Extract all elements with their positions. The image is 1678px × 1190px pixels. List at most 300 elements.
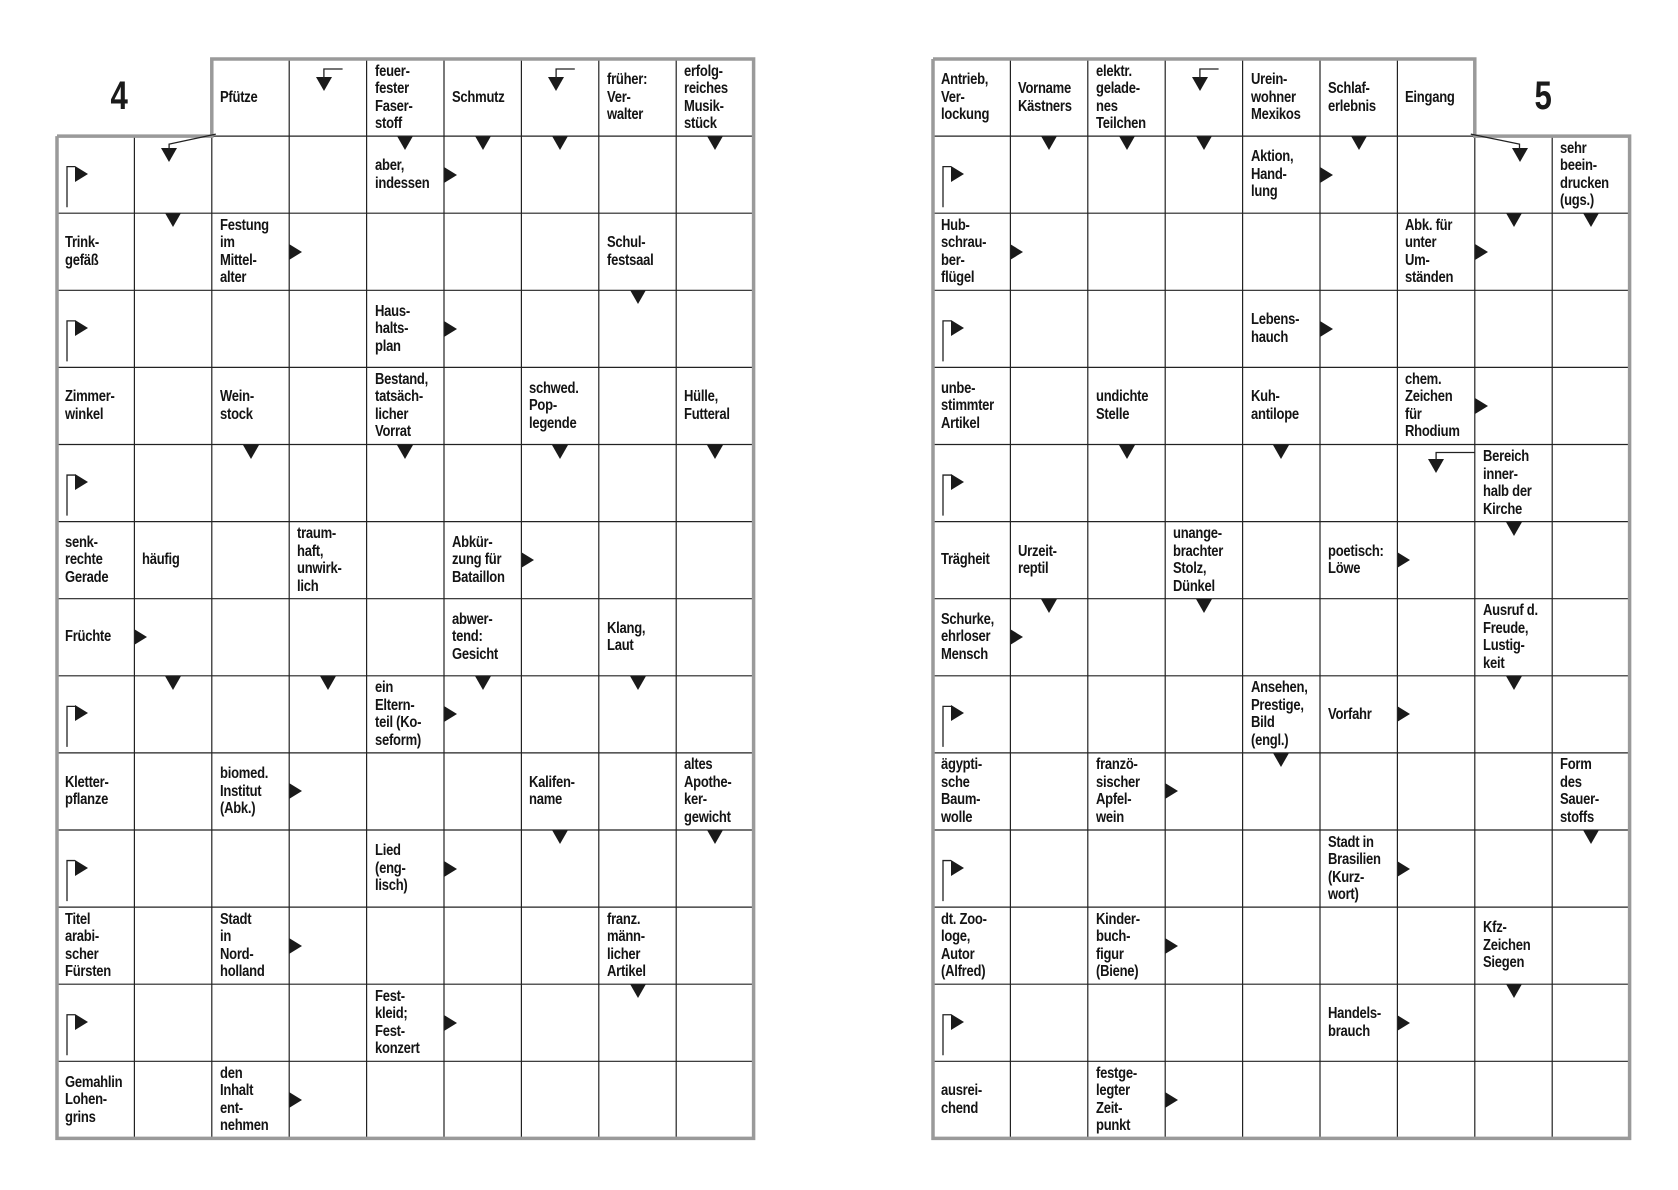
answer-cell[interactable] [676,1061,753,1138]
answer-cell[interactable] [1397,1061,1474,1138]
clue-text: Zimmer- winkel [65,388,115,423]
answer-cell[interactable] [676,907,753,984]
clue-cell [1552,753,1629,830]
answer-cell[interactable] [1165,367,1242,444]
clue-text: ein Eltern- teil (Ko- seform) [374,679,421,749]
answer-cell[interactable] [676,213,753,290]
arrow-right-icon [289,783,302,799]
answer-cell[interactable] [134,445,211,522]
arrow-down-icon [630,984,646,998]
clue-text: Kinder- buch- figur (Biene) [1095,910,1140,981]
answer-cell[interactable] [1397,445,1474,522]
arrow-right-icon [75,166,88,182]
answer-cell[interactable] [1088,290,1165,367]
arrow-right-icon [1397,861,1410,877]
clue-cell [57,213,134,290]
arrow-right-icon [1165,938,1178,954]
answer-cell[interactable] [289,830,366,907]
answer-cell[interactable] [367,599,444,676]
arrow-down-icon [1041,599,1057,613]
answer-cell[interactable] [1552,1061,1629,1138]
arrow-down-icon [1119,136,1135,150]
clue-cell [1475,445,1552,522]
arrow-down-icon [1506,213,1522,227]
answer-cell[interactable] [212,984,289,1061]
clue-cell [599,599,676,676]
answer-cell[interactable] [1397,136,1474,213]
clue-text: Hülle, Futteral [684,388,730,423]
arrow-right-icon [444,706,457,722]
clue-cell [1088,1061,1165,1138]
clue-cell [933,1061,1010,1138]
answer-cell[interactable] [1320,213,1397,290]
answer-cell[interactable] [521,907,598,984]
clue-cell [1243,367,1320,444]
clue-cell [1397,213,1474,290]
answer-cell[interactable] [1088,676,1165,753]
answer-cell[interactable] [212,676,289,753]
clue-text: Lied (eng- lisch) [374,842,408,895]
answer-cell[interactable] [1320,907,1397,984]
clue-text: den Inhalt ent- nehmen [219,1064,269,1135]
clue-text: häufig [142,551,180,569]
clue-text: festge- legter Zeit- punkt [1095,1064,1137,1135]
arrow-right-icon [289,244,302,260]
arrow-right-icon [951,705,964,721]
answer-cell[interactable] [1243,522,1320,599]
answer-cell[interactable] [1165,213,1242,290]
answer-cell[interactable] [289,290,366,367]
clue-cell [1552,136,1629,213]
clue-cell [933,753,1010,830]
answer-cell[interactable] [676,984,753,1061]
clue-cell [1010,59,1087,136]
arrow-down-icon [707,136,723,150]
answer-cell[interactable] [676,676,753,753]
answer-cell[interactable] [1010,367,1087,444]
answer-cell[interactable] [134,830,211,907]
clue-text: Schmutz [452,88,505,106]
answer-cell[interactable] [212,136,289,213]
arrow-down-icon [1351,136,1367,150]
answer-cell[interactable] [1010,907,1087,984]
answer-cell[interactable] [134,984,211,1061]
answer-cell[interactable] [521,213,598,290]
clue-cell [367,367,444,444]
answer-cell[interactable] [1243,213,1320,290]
clue-text: Antrieb, Ver- lockung [941,71,990,124]
clue-text: Kalifen- name [529,773,576,809]
clue-cell [212,367,289,444]
answer-cell[interactable] [1552,984,1629,1061]
answer-cell[interactable] [933,676,1010,753]
answer-cell[interactable] [1010,830,1087,907]
clue-cell [1243,59,1320,136]
clue-text: Kuh- antilope [1250,388,1299,423]
clue-text: Kletter- pflanze [65,773,109,809]
arrow-down-icon [1512,148,1528,162]
arrow-right-icon [444,167,457,183]
clue-cell [1475,907,1552,984]
answer-cell[interactable] [367,213,444,290]
arrow-down-icon [1196,136,1212,150]
clue-cell [521,367,598,444]
arrow-right-icon [1320,167,1333,183]
arrow-right-icon [1165,783,1178,799]
answer-cell[interactable] [1010,753,1087,830]
clue-text: Haus- halts- plan [374,302,410,355]
answer-cell[interactable] [599,367,676,444]
arrow-right-icon [1165,1092,1178,1108]
clue-text: Handels- brauch [1328,1005,1381,1040]
answer-cell[interactable] [134,367,211,444]
answer-cell[interactable] [444,367,521,444]
clue-text: erfolg- reiches Musik- stück [684,62,729,133]
clue-text: Lebens- hauch [1250,311,1299,346]
answer-cell[interactable] [444,213,521,290]
answer-cell[interactable] [1243,984,1320,1061]
answer-cell[interactable] [933,136,1010,213]
answer-cell[interactable] [289,445,366,522]
answer-cell[interactable] [1552,290,1629,367]
answer-cell[interactable] [1397,907,1474,984]
arrow-down-icon [1506,522,1522,536]
answer-cell[interactable] [134,907,211,984]
clue-cell [1243,290,1320,367]
answer-cell[interactable] [521,984,598,1061]
answer-cell[interactable] [1243,907,1320,984]
arrow-right-icon [75,320,88,336]
clue-cell [1397,367,1474,444]
clue-cell [933,59,1010,136]
answer-cell[interactable] [1320,1061,1397,1138]
answer-cell[interactable] [1552,522,1629,599]
arrow-right-icon [75,474,88,490]
arrow-down-icon [1273,445,1289,459]
arrow-down-icon [1583,830,1599,844]
answer-cell[interactable] [599,753,676,830]
answer-cell[interactable] [1475,1061,1552,1138]
clue-text: ägypti- sche Baum- wolle [941,756,982,826]
answer-cell[interactable] [1088,213,1165,290]
clue-cell [599,213,676,290]
answer-cell[interactable] [676,290,753,367]
answer-cell[interactable] [1010,1061,1087,1138]
clue-cell [57,599,134,676]
clue-cell [1320,59,1397,136]
arrow-right-icon [951,860,964,876]
answer-cell[interactable] [521,599,598,676]
clue-text: Ausruf d. Freude, Lustig- keit [1482,602,1538,672]
arrow-down-icon [552,830,568,844]
answer-cell[interactable] [1165,290,1242,367]
clue-text: unbe- stimmter Artikel [941,379,994,432]
clue-cell [1165,522,1242,599]
answer-cell[interactable] [599,136,676,213]
answer-cell[interactable] [57,445,134,522]
answer-cell[interactable] [1010,445,1087,522]
answer-cell[interactable] [1320,445,1397,522]
answer-cell[interactable] [367,1061,444,1138]
arrow-right-icon [289,1092,302,1108]
clue-text: Schlaf- erlebnis [1328,80,1376,115]
clue-text: Wein- stock [219,388,254,423]
answer-cell[interactable] [1475,830,1552,907]
clue-cell [1243,676,1320,753]
arrow-right-icon [1010,244,1023,260]
clue-cell [212,907,289,984]
answer-cell[interactable] [289,599,366,676]
clue-text: Bestand, tatsäch- licher Vorrat [374,370,428,441]
arrow-down-icon [1506,984,1522,998]
answer-cell[interactable] [212,830,289,907]
answer-cell[interactable] [599,1061,676,1138]
clue-cell [1320,830,1397,907]
clue-text: Pfütze [219,88,258,106]
arrow-right-icon [1397,552,1410,568]
arrow-right-icon [444,1015,457,1031]
clue-cell [212,1061,289,1138]
answer-cell[interactable] [599,830,676,907]
crossword-page-5 [839,0,1678,1190]
answer-cell[interactable] [1165,445,1242,522]
clue-cell [1088,59,1165,136]
clue-cell [1088,367,1165,444]
answer-cell[interactable] [444,445,521,522]
answer-cell[interactable] [444,753,521,830]
answer-cell[interactable] [1010,290,1087,367]
arrow-down-icon [552,445,568,459]
answer-cell[interactable] [289,367,366,444]
clue-text: franz. männ- licher Artikel [606,910,646,981]
answer-cell[interactable] [1010,676,1087,753]
answer-cell[interactable] [1397,290,1474,367]
answer-cell[interactable] [1088,599,1165,676]
clue-cell [134,522,211,599]
answer-cell[interactable] [57,136,134,213]
clue-text: Kfz- Zeichen Siegen [1482,919,1531,972]
answer-cell[interactable] [134,290,211,367]
clue-text: Klang, Laut [606,619,646,655]
clue-cell [1010,522,1087,599]
clue-text: Form des Sauer- stoffs [1560,756,1600,826]
arrow-right-icon [951,474,964,490]
arrow-down-icon [320,676,336,690]
clue-text: schwed. Pop- legende [529,379,580,432]
arrow-down-icon [161,148,177,162]
arrow-down-icon [1192,77,1208,91]
answer-cell[interactable] [57,290,134,367]
answer-cell[interactable] [1397,753,1474,830]
answer-cell[interactable] [1088,984,1165,1061]
answer-cell[interactable] [599,445,676,522]
arrow-right-icon [75,860,88,876]
answer-cell[interactable] [521,59,598,136]
arrow-right-icon [289,938,302,954]
clue-text: undichte Stelle [1095,388,1149,423]
clue-cell [933,213,1010,290]
answer-cell[interactable] [1320,753,1397,830]
clue-text: Eingang [1405,88,1455,106]
answer-cell[interactable] [933,445,1010,522]
clue-cell [676,367,753,444]
answer-cell[interactable] [521,1061,598,1138]
clue-text: abwer- tend: Gesicht [452,610,499,663]
clue-text: Ansehen, Prestige, Bild (engl.) [1250,679,1308,749]
answer-cell[interactable] [1165,676,1242,753]
clue-cell [599,59,676,136]
clue-cell [212,213,289,290]
clue-cell [212,59,289,136]
answer-cell[interactable] [521,290,598,367]
clue-cell [521,753,598,830]
clue-text: früher: Ver- walter [606,71,647,124]
answer-cell[interactable] [57,830,134,907]
answer-cell[interactable] [444,907,521,984]
arrow-down-icon [1041,136,1057,150]
clue-text: Aktion, Hand- lung [1250,148,1293,201]
arrow-down-icon [397,445,413,459]
clue-text: Schurke, ehrloser Mensch [941,610,994,663]
clue-text: Hub- schrau- ber- flügel [941,216,987,287]
clue-cell [1475,599,1552,676]
answer-cell[interactable] [1320,599,1397,676]
clue-cell [367,984,444,1061]
arrow-right-icon [444,861,457,877]
arrow-down-icon [1196,599,1212,613]
clue-text: Stadt in Brasilien (Kurz- wort) [1328,833,1381,904]
arrow-right-icon [75,705,88,721]
arrow-right-icon [134,629,147,645]
clue-cell [57,907,134,984]
answer-cell[interactable] [1552,907,1629,984]
clue-text: Trägheit [941,551,990,569]
answer-cell[interactable] [367,907,444,984]
answer-cell[interactable] [134,753,211,830]
clue-text: franzö- sischer Apfel- wein [1095,756,1140,826]
clue-text: poetisch: Löwe [1328,542,1384,578]
answer-cell[interactable] [289,984,366,1061]
answer-cell[interactable] [933,290,1010,367]
arrow-right-icon [75,1014,88,1030]
arrow-down-icon [475,676,491,690]
answer-cell[interactable] [1552,676,1629,753]
answer-cell[interactable] [1243,1061,1320,1138]
clue-text: Trink- gefäß [65,234,99,269]
clue-cell [444,599,521,676]
clue-cell [933,522,1010,599]
answer-cell[interactable] [1552,367,1629,444]
arrow-down-icon [1428,459,1444,473]
clue-cell [367,830,444,907]
arrow-down-icon [552,136,568,150]
clue-cell [57,367,134,444]
arrow-down-icon [316,77,332,91]
arrow-down-icon [707,445,723,459]
answer-cell[interactable] [289,59,366,136]
arrow-down-icon [165,676,181,690]
clue-text: biomed. Institut (Abk.) [219,765,268,818]
clue-text: Abkür- zung für Bataillon [452,533,505,586]
answer-cell[interactable] [1088,830,1165,907]
clue-cell [676,59,753,136]
arrow-down-icon [243,445,259,459]
answer-cell[interactable] [933,830,1010,907]
arrow-right-icon [1010,629,1023,645]
clue-text: sehr beein- drucken (ugs.) [1560,139,1610,210]
answer-cell[interactable] [212,599,289,676]
answer-cell[interactable] [1243,830,1320,907]
arrow-down-icon [397,136,413,150]
clue-cell [1397,59,1474,136]
arrow-right-icon [951,320,964,336]
answer-cell[interactable] [57,676,134,753]
answer-cell[interactable] [1165,984,1242,1061]
clue-text: Urein- wohner Mexikos [1250,71,1301,124]
answer-cell[interactable] [1010,984,1087,1061]
clue-cell [212,753,289,830]
answer-cell[interactable] [57,984,134,1061]
answer-cell[interactable] [676,599,753,676]
arrow-right-icon [1475,244,1488,260]
arrow-down-icon [630,676,646,690]
answer-cell[interactable] [1165,830,1242,907]
clue-text: Gemahlin Lohen- grins [65,1073,123,1126]
arrow-down-icon [707,830,723,844]
clue-text: Bereich inner- halb der Kirche [1482,448,1532,518]
clue-cell [1320,522,1397,599]
clue-cell [57,1061,134,1138]
clue-text: Schul- festsaal [606,234,654,269]
clue-text: Stadt in Nord- holland [219,910,265,981]
clue-cell [1320,676,1397,753]
answer-cell[interactable] [134,1061,211,1138]
clue-cell [933,599,1010,676]
arrow-right-icon [951,166,964,182]
answer-cell[interactable] [1552,599,1629,676]
clue-text: feuer- fester Faser- stoff [374,62,413,133]
clue-text: altes Apothe- ker- gewicht [684,756,732,826]
answer-cell[interactable] [212,522,289,599]
answer-cell[interactable] [676,522,753,599]
answer-cell[interactable] [367,522,444,599]
answer-cell[interactable] [1320,367,1397,444]
answer-cell[interactable] [444,1061,521,1138]
clue-cell [1243,136,1320,213]
clue-cell [933,367,1010,444]
answer-cell[interactable] [1552,445,1629,522]
clue-text: traum- haft, unwirk- lich [297,525,342,595]
arrow-down-icon [1506,676,1522,690]
arrow-down-icon [1273,753,1289,767]
answer-cell[interactable] [212,290,289,367]
answer-cell[interactable] [1475,753,1552,830]
answer-cell[interactable] [599,522,676,599]
answer-cell[interactable] [1165,59,1242,136]
clue-text: Titel arabi- scher Fürsten [65,910,111,981]
arrow-right-icon [521,552,534,568]
answer-cell[interactable] [521,676,598,753]
answer-cell[interactable] [1088,522,1165,599]
answer-cell[interactable] [367,753,444,830]
clue-text: Vorfahr [1328,705,1372,723]
answer-cell[interactable] [1243,599,1320,676]
answer-cell[interactable] [933,984,1010,1061]
arrow-right-icon [1397,1015,1410,1031]
answer-cell[interactable] [1397,599,1474,676]
answer-cell[interactable] [289,136,366,213]
answer-cell[interactable] [1475,290,1552,367]
